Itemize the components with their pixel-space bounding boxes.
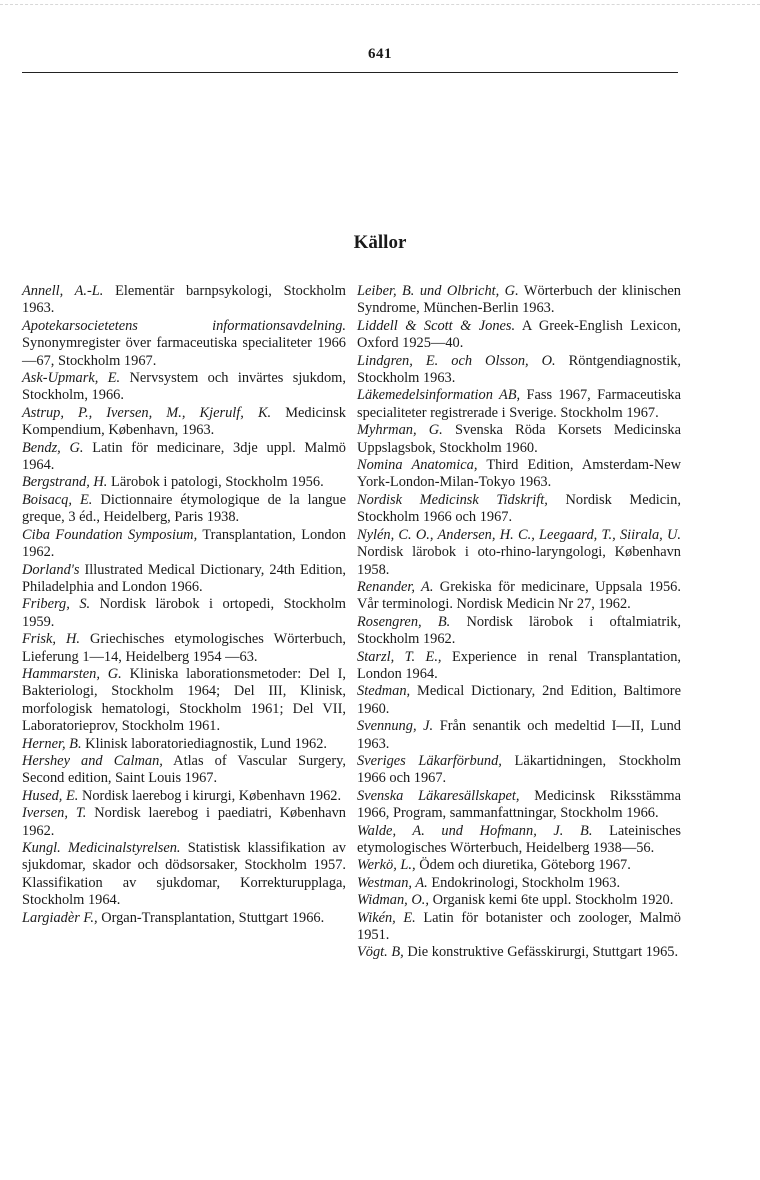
reference-author: Svennung, J. <box>357 718 434 735</box>
reference-author: Hused, E. <box>22 787 79 804</box>
reference-author: Herner, B. <box>22 735 82 752</box>
left-column <box>22 283 346 927</box>
reference-text: Medicinsk Riksstämma 1966, Program, sammanfattningar, Stockholm 1966. <box>357 787 681 822</box>
reference-entry <box>22 527 346 562</box>
reference-entry <box>357 718 681 753</box>
reference-text: Ödem och diuretika, Göteborg 1967. <box>419 857 631 874</box>
top-edge-rule <box>0 4 760 5</box>
reference-entry <box>357 492 681 527</box>
reference-author: Friberg, S. <box>22 596 91 613</box>
reference-entry <box>357 823 681 858</box>
reference-author: Leiber, B. und Olbricht, G. <box>357 283 519 299</box>
reference-author: Stedman, <box>357 683 411 700</box>
reference-author: Wikén, E. <box>357 909 416 926</box>
reference-text: Synonymregister över farmaceutiska specialiteter 1966—67, Stockholm 1967. <box>22 335 346 369</box>
reference-author: Astrup, P., Iversen, M., Kjerulf, K. <box>22 404 272 421</box>
reference-text: Griechisches etymologisches Wörterbuch, Lieferung 1—14, Heidelberg 1954 —63. <box>22 631 346 665</box>
reference-text: Röntgendiagnostik, Stockholm 1963. <box>357 352 681 387</box>
reference-text: Medicinsk Kompendium, København, 1963. <box>22 404 346 439</box>
reference-author: Ciba Foundation Symposium, <box>22 526 198 543</box>
reference-text: Nordisk lärobok i oto-rhino-laryngologi, København 1958. <box>357 544 681 578</box>
reference-text: Organ-Transplantation, Stuttgart 1966. <box>101 909 325 926</box>
reference-entry <box>22 492 346 527</box>
reference-entry <box>357 387 681 422</box>
reference-author: Rosengren, B. <box>357 613 451 630</box>
reference-entry <box>22 910 346 927</box>
header-rule <box>22 72 678 73</box>
reference-entry <box>357 457 681 492</box>
right-column <box>357 283 681 962</box>
reference-text: Medical Dictionary, 2nd Edition, Baltimore 1960. <box>357 683 681 717</box>
reference-entry <box>22 666 346 736</box>
reference-text: Lärobok i patologi, Stockholm 1956. <box>111 474 324 491</box>
reference-entry <box>22 788 346 805</box>
reference-entry <box>22 440 346 475</box>
reference-text: Statistisk klassifikation av sjukdomar, skador och dödsorsaker, Stockholm 1957. Klassifikation av sjukdomar, Korrekturupplaga, Stockholm 1964. <box>22 840 346 909</box>
reference-entry <box>357 579 681 614</box>
reference-author: Werkö, L., <box>357 857 416 874</box>
reference-text: Nordisk lärobok i oftalmiatrik, Stockholm 1962. <box>357 613 681 648</box>
reference-entry <box>357 318 681 353</box>
reference-text: Illustrated Medical Dictionary, 24th Edition, Philadelphia and London 1966. <box>22 561 346 595</box>
reference-author: Annell, A.-L. <box>22 283 104 299</box>
reference-author: Lindgren, E. och Olsson, O. <box>357 352 556 369</box>
reference-text: Svenska Röda Korsets Medicinska Uppslagsbok, Stockholm 1960. <box>357 422 681 456</box>
reference-text: Nordisk Medicin, Stockholm 1966 och 1967. <box>357 491 681 526</box>
reference-text: Nervsystem och invärtes sjukdom, Stockholm, 1966. <box>22 370 346 404</box>
reference-author: Liddell & Scott & Jones. <box>357 317 516 334</box>
reference-entry <box>357 857 681 874</box>
reference-text: Wörterbuch der klinischen Syndrome, München-Berlin 1963. <box>357 283 681 317</box>
reference-text: Nordisk laerebog i paediatri, København 1962. <box>22 805 346 839</box>
reference-author: Hershey and Calman, <box>22 752 163 769</box>
reference-text: Latin för medicinare, 3dje uppl. Malmö 1964. <box>22 439 346 474</box>
reference-text: Grekiska för medicinare, Uppsala 1956. Vår terminologi. Nordisk Medicin Nr 27, 1962. <box>357 578 681 613</box>
reference-entry <box>22 562 346 597</box>
reference-entry <box>357 527 681 579</box>
reference-author: Frisk, H. <box>22 631 80 648</box>
reference-author: Ask-Upmark, E. <box>22 370 121 387</box>
reference-author: Widman, O., <box>357 892 429 909</box>
reference-author: Hammarsten, G. <box>22 665 122 682</box>
reference-entry <box>357 283 681 318</box>
reference-text: Fass 1967, Farmaceutiska specialiteter registrerade i Sverige. Stockholm 1967. <box>357 387 681 421</box>
reference-author: Renander, A. <box>357 578 434 595</box>
reference-author: Bergstrand, H. <box>22 474 108 491</box>
reference-entry <box>22 474 346 491</box>
reference-entry <box>22 318 346 370</box>
reference-author: Nordisk Medicinsk Tidskrift, <box>357 491 548 508</box>
reference-author: Walde, A. und Hofmann, J. B. <box>357 822 593 839</box>
reference-text: Latin för botanister och zoologer, Malmö 1951. <box>357 909 681 944</box>
reference-entry <box>22 405 346 440</box>
reference-author: Kungl. Medicinalstyrelsen. <box>22 840 181 856</box>
reference-text: Läkartidningen, Stockholm 1966 och 1967. <box>357 752 682 787</box>
reference-entry <box>357 683 681 718</box>
reference-entry <box>22 370 346 405</box>
reference-text: Organisk kemi 6te uppl. Stockholm 1920. <box>432 892 674 909</box>
reference-text: A Greek-English Lexicon, Oxford 1925—40. <box>357 317 681 352</box>
reference-author: Starzl, T. E., <box>357 648 442 665</box>
reference-author: Bendz, G. <box>22 439 84 456</box>
reference-author: Nylén, C. O., Andersen, H. C., Leegaard, T., Siirala, U. <box>357 526 681 543</box>
reference-author: Myhrman, G. <box>357 422 443 439</box>
reference-author: Iversen, T. <box>22 805 87 822</box>
reference-text: Endokrinologi, Stockholm 1963. <box>431 874 621 891</box>
reference-entry <box>357 788 681 823</box>
reference-text: Lateinisches etymologisches Wörterbuch, Heidelberg 1938—56. <box>357 822 681 856</box>
reference-text: Från senantik och medeltid I—II, Lund 1963. <box>357 718 681 752</box>
reference-author: Sveriges Läkarförbund, <box>357 752 502 769</box>
reference-entry <box>357 892 681 909</box>
reference-text: Transplantation, London 1962. <box>22 526 346 561</box>
reference-text: Kliniska laborationsmetoder: Del I, Bakteriologi, Stockholm 1964; Del III, Klinisk, morfologisk hematologi, Stockholm 1961; Del VII, Laboratorieprov, Stockholm 1961. <box>22 665 346 735</box>
reference-text: Third Edition, Amsterdam-New York-London-Milan-Tokyo 1963. <box>357 457 682 491</box>
reference-author: Nomina Anatomica, <box>357 457 478 474</box>
reference-author: Läkemedelsinformation AB, <box>357 387 521 404</box>
reference-text: Dictionnaire étymologique de la langue greque, 3 éd., Heidelberg, Paris 1938. <box>22 491 346 526</box>
reference-author: Largiadèr F., <box>22 909 98 926</box>
reference-text: Nordisk laerebog i kirurgi, København 1962. <box>81 787 342 804</box>
reference-author: Svenska Läkaresällskapet, <box>357 787 520 804</box>
reference-author: Apotekarsocietetens informationsavdelning. <box>22 317 346 334</box>
reference-entry <box>357 353 681 388</box>
reference-entry <box>357 614 681 649</box>
reference-author: Westman, A. <box>357 874 428 891</box>
reference-author: Dorland's <box>22 561 80 578</box>
reference-entry <box>22 283 346 318</box>
reference-entry <box>22 736 346 753</box>
reference-text: Die konstruktive Gefässkirurgi, Stuttgart 1965. <box>407 944 679 961</box>
page-number: 641 <box>368 46 392 62</box>
reference-entry <box>357 944 681 961</box>
reference-entry <box>357 875 681 892</box>
reference-author: Vögt. B, <box>357 944 404 961</box>
section-title: Källor <box>353 232 407 253</box>
reference-entry <box>22 631 346 666</box>
reference-entry <box>357 422 681 457</box>
reference-text: Nordisk lärobok i ortopedi, Stockholm 1959. <box>22 596 346 630</box>
reference-entry <box>22 753 346 788</box>
reference-entry <box>357 649 681 684</box>
reference-text: Elementär barnpsykologi, Stockholm 1963. <box>22 283 346 317</box>
reference-entry <box>357 753 681 788</box>
reference-entry <box>22 805 346 840</box>
reference-text: Klinisk laboratoriediagnostik, Lund 1962. <box>85 735 327 752</box>
reference-entry <box>22 596 346 631</box>
reference-entry <box>357 910 681 945</box>
reference-text: Atlas of Vascular Surgery, Second edition, Saint Louis 1967. <box>22 752 347 787</box>
reference-text: Experience in renal Transplantation, London 1964. <box>357 648 681 682</box>
reference-entry <box>22 840 346 910</box>
reference-author: Boisacq, E. <box>22 491 93 508</box>
